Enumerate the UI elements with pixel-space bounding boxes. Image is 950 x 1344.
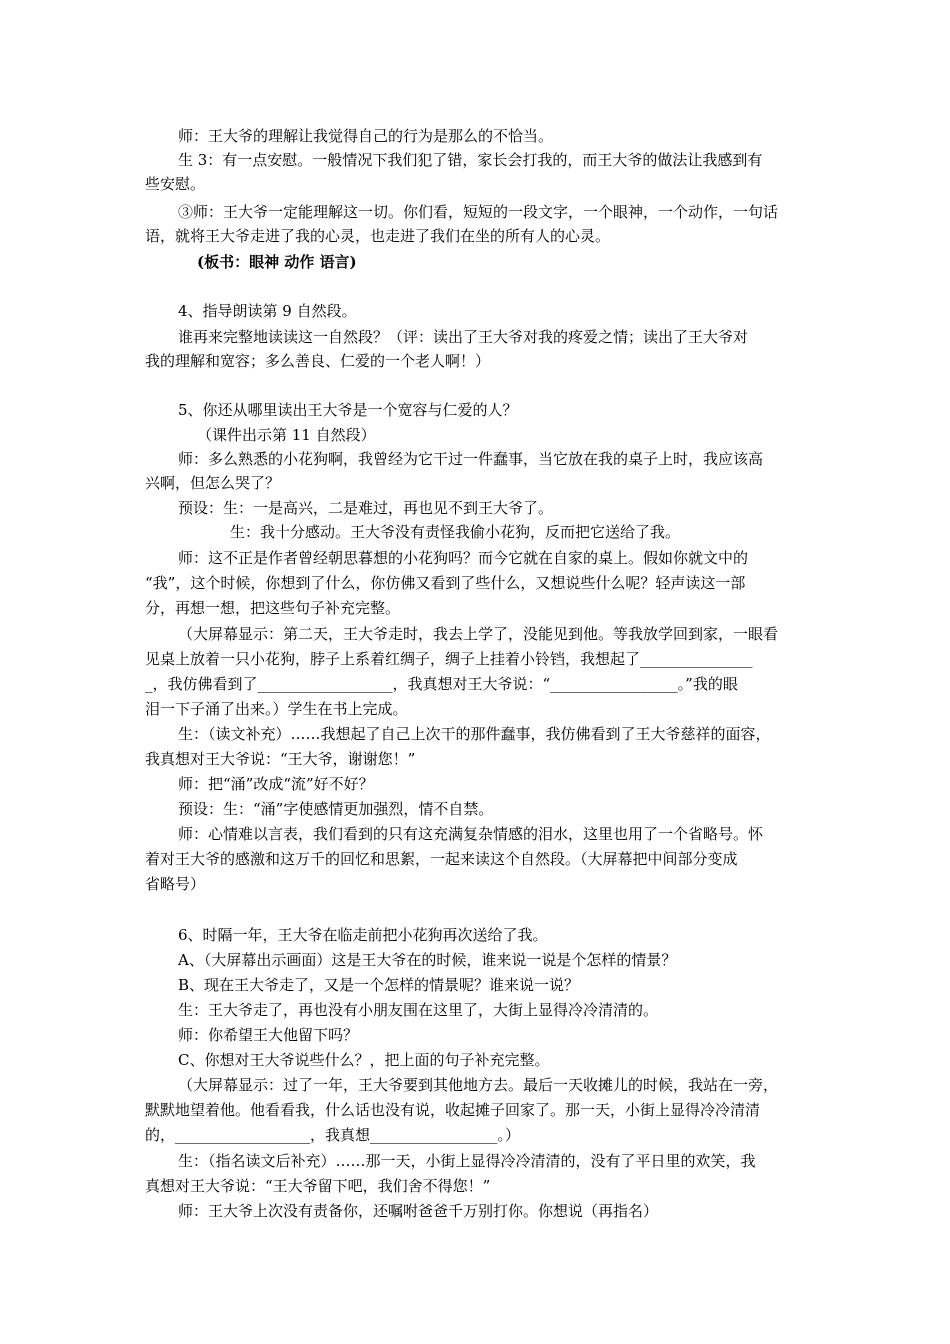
paragraph-line: 师：心情难以言表，我们看到的只有这充满复杂情感的泪水，这里也用了一个省略号。怀 (178, 825, 764, 843)
paragraph-line: 生 3：有一点安慰。一般情况下我们犯了错，家长会打我的，而王大爷的做法让我感到有 (178, 151, 763, 169)
paragraph-line: 师：王大爷上次没有责备你，还嘱咐爸爸千万别打你。你想说（再指名） (178, 1202, 659, 1220)
paragraph-line: 生：王大爷走了，再也没有小朋友围在这里了，大街上显得冷冷清清的。 (178, 1001, 659, 1019)
paragraph-line: 预设：生：一是高兴，二是难过，再也见不到王大爷了。 (178, 499, 554, 517)
paragraph-line: 师：多么熟悉的小花狗啊，我曾经为它干过一件蠢事，当它放在我的桌子上时，我应该高 (178, 450, 764, 468)
paragraph-line: 生：（读文补充）……我想起了自己上次干的那件蠢事，我仿佛看到了王大爷慈祥的面容， (178, 725, 771, 743)
paragraph-line: 省略号） (145, 875, 206, 893)
paragraph-line: C、你想对王大爷说些什么？，把上面的句子补充完整。 (178, 1051, 550, 1069)
paragraph-line: _，我仿佛看到了__________________，我真想对王大爷说：“_________________。”我的眼 (145, 675, 738, 693)
paragraph-line: 的，__________________，我真想_________________。） (145, 1126, 521, 1144)
blackboard-note: (板书：眼神 动作 语言) (197, 253, 357, 271)
paragraph-line: 师：把“涌”改成“流”好不好？ (178, 775, 374, 793)
paragraph-line: 我真想对王大爷说：“王大爷，谢谢您！” (145, 750, 416, 768)
paragraph-line: 生：（指名读文后补充）……那一天，小街上显得冷冷清清的，没有了平日里的欢笑，我 (178, 1152, 756, 1170)
paragraph-line: 默默地望着他。他看看我，什么话也没有说，收起摊子回家了。那一天，小街上显得冷冷清清 (145, 1101, 761, 1119)
paragraph-line: 真想对王大爷说：“王大爷留下吧，我们舍不得您！” (145, 1177, 491, 1195)
paragraph-line: 谁再来完整地读读这一自然段？（评：读出了王大爷对我的疼爱之情；读出了王大爷对 (178, 328, 749, 346)
section-heading: 5、你还从哪里读出王大爷是一个宽容与仁爱的人？ (178, 401, 518, 419)
paragraph-line: B、现在王大爷走了，又是一个怎样的情景呢？谁来说一说？ (178, 976, 580, 994)
paragraph-line: 着对王大爷的感激和这万千的回忆和思絮，一起来读这个自然段。（大屏幕把中间部分变成 (145, 850, 738, 868)
paragraph-line: （大屏幕显示：过了一年，王大爷要到其他地方去。最后一天收摊儿的时候，我站在一旁， (178, 1076, 779, 1094)
paragraph-line: 分，再想一想，把这些句子补充完整。 (145, 599, 401, 617)
paragraph-line: ③师：王大爷一定能理解这一切。你们看，短短的一段文字，一个眼神，一个动作，一句话 (178, 203, 779, 221)
paragraph-line: 师：这不正是作者曾经朝思暮想的小花狗吗？而今它就在自家的桌上。假如你就文中的 (178, 549, 749, 567)
section-heading: 4、指导朗读第 9 自然段。 (178, 302, 357, 320)
paragraph-line: 我的理解和宽容；多么善良、仁爱的一个老人啊！） (145, 352, 491, 370)
paragraph-line: 些安慰。 (145, 175, 206, 193)
paragraph-line: （大屏幕显示：第二天，王大爷走时，我去上学了，没能见到他。等我放学回到家，一眼看 (178, 625, 779, 643)
paragraph-line: “我”，这个时候，你想到了什么，你仿佛又看到了些什么，又想说些什么呢？轻声读这一部 (145, 574, 746, 592)
paragraph-line: 师：你希望王大他留下吗？ (178, 1026, 359, 1044)
paragraph-line: 见桌上放着一只小花狗，脖子上系着红绸子，绸子上挂着小铃铛，我想起了_______________ (145, 650, 753, 668)
paragraph-line: 泪一下子涌了出来。）学生在书上完成。 (145, 700, 408, 718)
paragraph-line: 预设：生：“涌”字使感情更加强烈，情不自禁。 (178, 800, 494, 818)
paragraph-line: （课件出示第 11 自然段） (197, 426, 376, 444)
paragraph-line: A、（大屏幕出示画面）这是王大爷在的时候，谁来说一说是个怎样的情景？ (178, 951, 677, 969)
paragraph-line: 师：王大爷的理解让我觉得自己的行为是那么的不恰当。 (178, 127, 554, 145)
paragraph-line: 兴啊，但怎么哭了？ (145, 474, 281, 492)
paragraph-line: 语，就将王大爷走进了我的心灵，也走进了我们在坐的所有人的心灵。 (145, 227, 611, 245)
paragraph-line: 生：我十分感动。王大爷没有责怪我偷小花狗，反而把它送给了我。 (230, 523, 681, 541)
section-heading: 6、时隔一年，王大爷在临走前把小花狗再次送给了我。 (178, 926, 548, 944)
